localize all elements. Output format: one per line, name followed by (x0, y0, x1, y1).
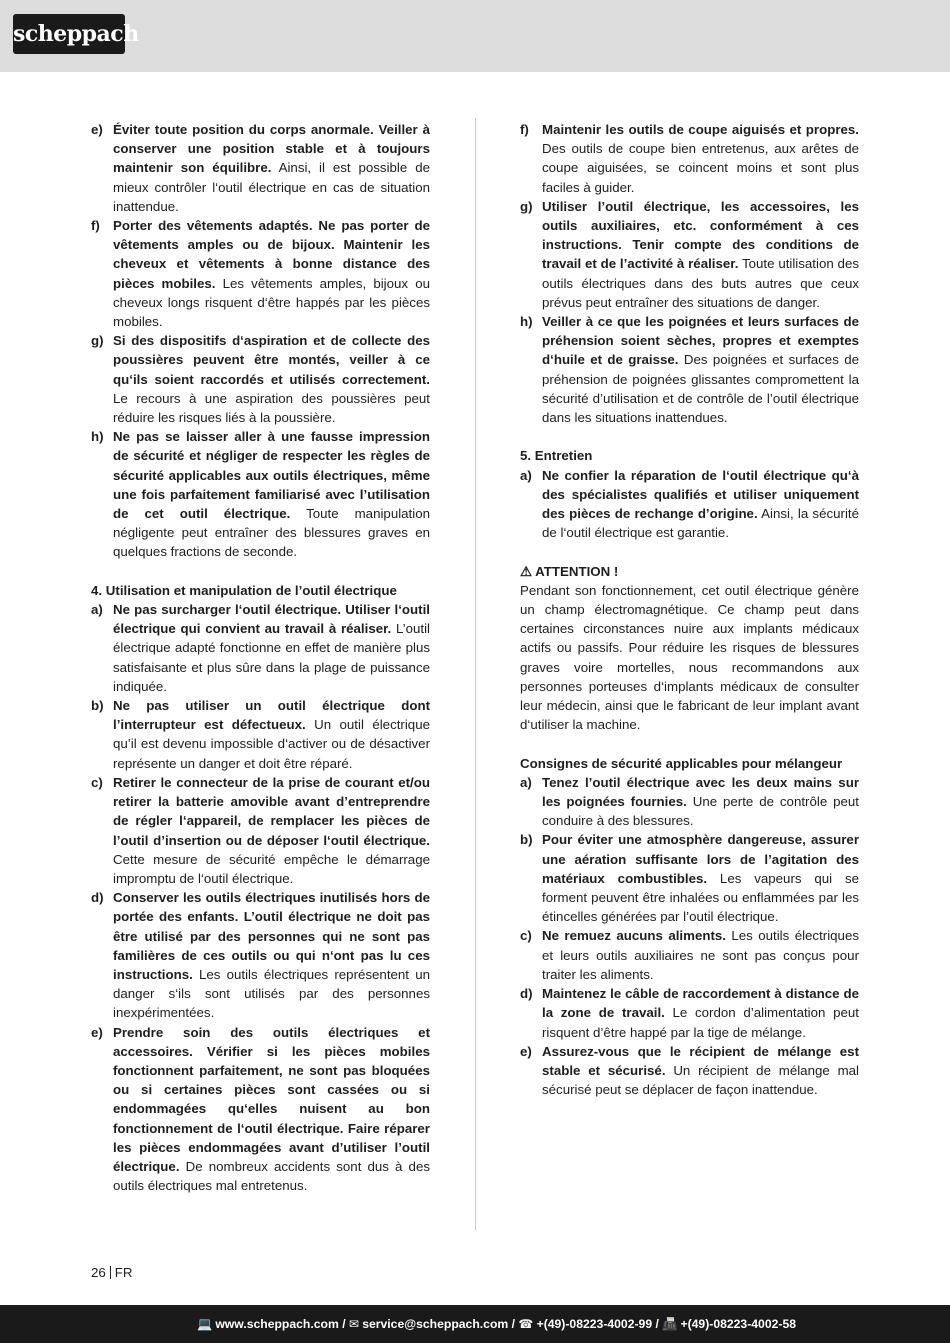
item-text: De nombreux accidents sont dus à des outils électriques mal entretenus. (113, 1158, 430, 1194)
list-item (91, 696, 430, 773)
list-item (91, 427, 430, 561)
website-link[interactable]: www.scheppach.com / (215, 1317, 346, 1331)
item-text: Ainsi, la sécurité de l‘outil électrique est garantie. (542, 506, 859, 541)
item-text: Les outils électriques et leurs outils auxiliaires ne sont pas conçus pour traiter les aliments. (542, 928, 859, 982)
list-item (520, 1042, 859, 1100)
item-bold-text: Ne confier la réparation de l‘outil électrique qu‘à des spécialistes qualifiés et utiliser uniquement des pièces de rechange d’origine. (542, 467, 859, 522)
list-item (520, 773, 859, 831)
item-bold-text: Retirer le connecteur de la prise de courant et/ou retirer la batterie amovible avant d’entreprendre de régler l‘appareil, de remplacer les pièces de l’outil d’insertion ou de déposer l‘outil électrique. (113, 774, 430, 848)
attention-text: Pendant son fonctionnement, cet outil électrique génère un champ électromagnétique. Ce champ peut dans certaines circonstances nuire aux implants médicaux actifs ou passifs. Pour réduire les risques de blessures graves voire mortelles, nous recommandons aux personnes porteuses d‘implants médicaux de consulter leur médecin, ainsi que le fabricant de leur implant avant d‘utiliser la machine. (520, 582, 859, 733)
section-heading: 4. Utilisation et manipulation de l’outil électrique (91, 582, 397, 598)
item-letter: h) (520, 314, 533, 330)
phone-number: +(49)-08223-4002-99 / (536, 1317, 659, 1331)
item-bold-text: Ne pas se laisser aller à une fausse impression de sécurité et négliger de respecter les règles de sécurité applicables aux outils électriques, même une fois parfaitement familiarisé avec l’utilisation de cet outil électrique. (113, 429, 430, 522)
contact-line (197, 1305, 796, 1343)
item-text: Un outil électrique qu’il est devenu impossible d‘activer ou de désactiver représente un danger et doit être réparé. (113, 717, 430, 771)
list-item (91, 773, 430, 888)
contact-bar (0, 1305, 950, 1343)
item-bold-text: Maintenir les outils de coupe aiguisés et propres. (542, 122, 859, 137)
list-item (520, 830, 859, 926)
column-divider (475, 118, 476, 1230)
item-text: Des outils de coupe bien entretenus, aux arêtes de coupe aiguisées, se coincent moins et sont plus faciles à guider. (542, 141, 859, 195)
item-letter: a) (91, 602, 103, 618)
item-letter: f) (91, 218, 100, 234)
list-item (91, 888, 430, 1022)
mail-icon: ✉ (348, 1317, 360, 1331)
list-item (520, 197, 859, 312)
list-item (91, 600, 430, 696)
item-bold-text: Tenez l’outil électrique avec les deux mains sur les poignées fournies. (542, 774, 859, 810)
item-letter: e) (520, 1043, 532, 1059)
item-letter: f) (520, 122, 529, 137)
item-text: Ainsi, il est possible de mieux contrôler l‘outil électrique en cas de situation inattendue. (113, 160, 430, 214)
list-item (91, 216, 430, 331)
item-letter: e) (91, 122, 103, 137)
list-item (520, 312, 859, 427)
page-number: 26 (91, 1265, 106, 1280)
item-text: L’outil électrique adapté fonctionne en effet de manière plus satisfaisante et plus sûre dans la plage de puissance indiquée. (113, 621, 430, 694)
item-bold-text: Conserver les outils électriques inutilisés hors de portée des enfants. L’outil électrique ne doit pas être utilisé par des personnes qui ne sont pas familières de ces outils ou qui n‘ont pas lu ces instructions. (113, 890, 430, 982)
item-text: Cette mesure de sécurité empêche le démarrage impromptu de l‘outil électrique. (113, 851, 430, 886)
attention-title: ⚠ ATTENTION ! (520, 563, 619, 579)
item-bold-text: Éviter toute position du corps anormale. Veiller à conserver une position stable et à toujours maintenir son équilibre. (113, 122, 430, 176)
item-text: Toute utilisation des outils électriques dans des buts autres que ceux prévus peut entraîner des situations de danger. (542, 256, 859, 310)
list-item (91, 120, 430, 216)
item-letter: d) (91, 890, 104, 906)
item-bold-text: Ne remuez aucuns aliments. (542, 928, 726, 944)
item-bold-text: Maintenez le câble de raccordement à distance de la zone de travail. (542, 986, 859, 1021)
item-bold-text: Assurez-vous que le récipient de mélange est stable et sécurisé. (542, 1043, 859, 1078)
fax-icon: 📠 (662, 1317, 678, 1331)
item-bold-text: Si des dispositifs d‘aspiration et de collecte des poussières peuvent être montés, veiller à ce qu‘ils soient raccordés et utilisés correctement. (113, 333, 430, 387)
footer-separator (110, 1266, 111, 1279)
language-code: FR (114, 1265, 133, 1280)
item-letter: c) (91, 774, 103, 790)
fax-number: +(49)-08223-4002-58 (680, 1317, 796, 1331)
item-bold-text: Pour éviter une atmosphère dangereuse, assurer une aération suffisante lors de l’agitation des matériaux combustibles. (542, 832, 859, 886)
item-text: Des poignées et surfaces de préhension de poignées glissantes compromettent la sécurité d’utilisation et de contrôle de l’outil électrique dans les situations inattendues. (542, 352, 859, 426)
left-column (91, 120, 430, 1195)
item-letter: a) (520, 467, 532, 483)
item-bold-text: Veiller à ce que les poignées et leurs surfaces de préhension soient sèches, propres et exemptes d‘huile et de graisse. (542, 314, 859, 368)
right-column (520, 120, 859, 1099)
email-link[interactable]: service@scheppach.com / (362, 1317, 515, 1331)
section-heading: 5. Entretien (520, 448, 593, 464)
item-text: Les vêtements amples, bijoux ou cheveux longs risquent d‘être happés par les pièces mobiles. (113, 275, 430, 330)
phone-icon: ☎ (518, 1317, 534, 1331)
item-letter: g) (91, 333, 104, 349)
list-item (520, 984, 859, 1042)
item-text: Les outils électriques représentent un danger s‘ils sont utilisés par des personnes inexpérimentées. (113, 966, 430, 1021)
item-bold-text: Porter des vêtements adaptés. Ne pas porter de vêtements amples ou de bijoux. Maintenir les cheveux et vêtements à bonne distance des pièces mobiles. (113, 218, 430, 291)
item-letter: b) (520, 832, 533, 848)
list-item (520, 466, 859, 543)
item-bold-text: Ne pas utiliser un outil électrique dont l’interrupteur est défectueux. (113, 698, 430, 733)
list-item (91, 331, 430, 427)
item-bold-text: Prendre soin des outils électriques et accessoires. Vérifier si les pièces mobiles fonctionnent parfaitement, ne sont pas bloquées ou si certaines pièces sont cassées ou si endommagées qu‘elles nuisent au bon fonctionnement de l‘outil électrique. Faire réparer les pièces endommagées avant d’utiliser l’outil électrique. (113, 1024, 430, 1174)
item-text: Toute manipulation négligente peut entraîner des blessures graves en quelques fractions de seconde. (113, 506, 430, 560)
item-text: Le recours à une aspiration des poussières peut réduire les risques liés à la poussière. (113, 390, 430, 426)
item-letter: d) (520, 986, 533, 1002)
item-text: Un récipient de mélange mal sécurisé peut se déplacer de façon inattendue. (542, 1062, 859, 1098)
item-letter: c) (520, 928, 532, 944)
item-letter: g) (520, 198, 533, 214)
item-text: Les vapeurs qui se forment peuvent être inhalées ou enflammées par les étincelles générées par l’outil électrique. (542, 870, 859, 925)
list-item (520, 120, 859, 197)
computer-icon: 💻 (197, 1317, 213, 1331)
item-letter: a) (520, 774, 532, 790)
mixer-safety-heading: Consignes de sécurité applicables pour mélangeur (520, 755, 843, 771)
list-item (520, 926, 859, 984)
header-bar (0, 0, 950, 72)
item-letter: h) (91, 429, 104, 445)
item-bold-text: Ne pas surcharger l‘outil électrique. Utiliser l‘outil électrique qui convient au travail à réaliser. (113, 602, 430, 637)
item-text: Le cordon d’alimentation peut risquent d’être happé par la tige de mélange. (542, 1005, 859, 1040)
item-text: Une perte de contrôle peut conduire à des blessures. (542, 794, 859, 829)
scheppach-logo: scheppach (13, 14, 125, 54)
page-number-footer (91, 1265, 133, 1280)
item-letter: e) (91, 1024, 103, 1040)
item-bold-text: Utiliser l’outil électrique, les accessoires, les outils auxiliaires, etc. conformément à ces instructions. Tenir compte des conditions de travail et de l’activité à réaliser. (542, 198, 859, 272)
item-letter: b) (91, 698, 104, 714)
list-item (91, 1023, 430, 1196)
